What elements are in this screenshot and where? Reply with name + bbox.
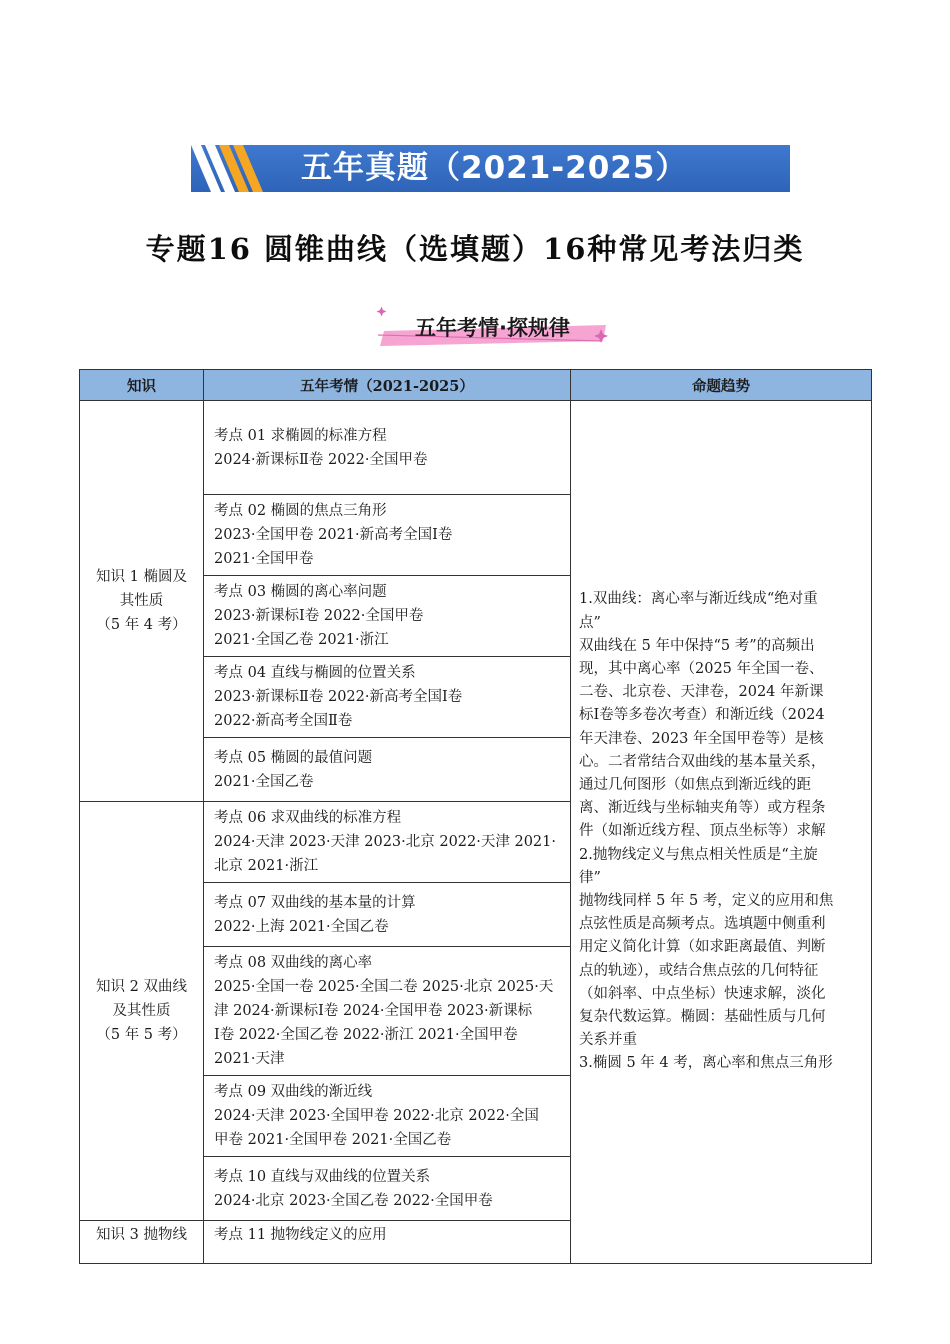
trend-text: 用定义简化计算（如求距离最值、判断 xyxy=(579,939,826,956)
banner xyxy=(191,145,790,192)
topic-sources: 2023·全国甲卷 2021·新高考全国Ⅰ卷 xyxy=(214,527,453,543)
header-five-years: 五年考情（2021-2025） xyxy=(204,370,571,401)
knowledge-count: （5 年 5 考） xyxy=(96,1027,187,1043)
topic-title: 考点 05 椭圆的最值问题 xyxy=(214,749,373,766)
trend-text: （如斜率、中点坐标）快速求解，淡化 xyxy=(579,985,826,1002)
topic-title: 考点 07 双曲线的基本量的计算 xyxy=(214,894,416,911)
topic-sources: 津 2024·新课标Ⅰ卷 2024·全国甲卷 2023·新课标 xyxy=(214,1003,533,1019)
knowledge-count: （5 年 4 考） xyxy=(96,617,187,633)
topic-sources: 2021·全国乙卷 xyxy=(214,773,314,790)
trend-text: 现，其中离心率（2025 年全国一卷、 xyxy=(579,660,824,677)
topic-cell xyxy=(204,1221,571,1264)
topic-title: 考点 02 椭圆的焦点三角形 xyxy=(214,503,387,519)
knowledge-label: 及其性质 xyxy=(112,1003,171,1019)
topic-sources: 2024·天津 2023·全国甲卷 2022·北京 2022·全国 xyxy=(214,1108,539,1124)
trend-text: 年天津卷、2023 年全国甲卷等）是核 xyxy=(579,730,824,747)
topic-sources: Ⅰ卷 2022·全国乙卷 2022·浙江 2021·全国甲卷 xyxy=(214,1027,518,1043)
topic-title: 考点 03 椭圆的离心率问题 xyxy=(214,584,387,600)
trend-text: 复杂代数运算。椭圆：基础性质与几何 xyxy=(579,1009,826,1026)
trend-text: 件（如渐近线方程、顶点坐标等）求解 xyxy=(579,823,826,840)
topic-cell xyxy=(204,947,571,1076)
topic-cell xyxy=(204,738,571,802)
topic-cell xyxy=(204,1076,571,1157)
banner-stripes-icon xyxy=(191,145,281,192)
topic-sources: 2021·全国乙卷 2021·浙江 xyxy=(214,632,389,648)
topic-title: 考点 08 双曲线的离心率 xyxy=(214,955,373,971)
trend-text: 3.椭圆 5 年 4 考，离心率和焦点三角形 xyxy=(579,1055,833,1072)
topic-sources: 甲卷 2021·全国甲卷 2021·全国乙卷 xyxy=(214,1132,452,1148)
trend-text: 标Ⅰ卷等多卷次考查）和渐近线（2024 xyxy=(579,707,825,724)
topic-sources: 2024·北京 2023·全国乙卷 2022·全国甲卷 xyxy=(214,1192,493,1209)
trend-text: 通过几何图形（如焦点到渐近线的距 xyxy=(579,776,811,793)
document-title: 专题16 圆锥曲线（选填题）16种常见考法归类 xyxy=(145,232,805,266)
banner-title: 五年真题（2021-2025） xyxy=(301,150,688,186)
subtitle-badge xyxy=(370,305,615,353)
topic-cell xyxy=(204,401,571,495)
trend-text: 点弦性质是高频考点。选填题中侧重利 xyxy=(579,916,826,933)
topic-sources: 2022·新高考全国Ⅱ卷 xyxy=(214,713,353,729)
knowledge-label: 其性质 xyxy=(119,593,164,609)
trend-text: 2.抛物线定义与焦点相关性质是“主旋 xyxy=(579,846,818,863)
subtitle: 五年考情·探规律 xyxy=(415,316,570,340)
trend-text: 二卷、北京卷、天津卷，2024 年新课 xyxy=(579,684,824,701)
topic-title: 考点 10 直线与双曲线的位置关系 xyxy=(214,1168,431,1185)
topic-title: 考点 11 抛物线定义的应用 xyxy=(214,1227,387,1243)
trend-text: 抛物线同样 5 年 5 考，定义的应用和焦 xyxy=(579,893,834,909)
knowledge-label: 知识 1 椭圆及 xyxy=(96,569,187,585)
topic-sources: 2021·全国甲卷 xyxy=(214,551,314,567)
table-header-row xyxy=(80,370,872,401)
topic-cell xyxy=(204,576,571,657)
topic-sources: 2023·新课标Ⅱ卷 2022·新高考全国Ⅰ卷 xyxy=(214,689,463,705)
header-trend: 命题趋势 xyxy=(571,370,872,401)
topic-sources: 2023·新课标Ⅰ卷 2022·全国甲卷 xyxy=(214,608,424,624)
topic-cell xyxy=(204,802,571,883)
topic-sources: 2021·天津 xyxy=(214,1051,285,1067)
topic-cell xyxy=(204,657,571,738)
topic-sources: 2024·新课标Ⅱ卷 2022·全国甲卷 xyxy=(214,451,428,468)
trend-text: 律” xyxy=(579,869,601,886)
topic-cell xyxy=(204,883,571,947)
header-knowledge: 知识 xyxy=(80,370,204,401)
topic-sources: 北京 2021·浙江 xyxy=(214,858,319,874)
topic-sources: 2022·上海 2021·全国乙卷 xyxy=(214,918,389,935)
trend-text: 关系并重 xyxy=(579,1032,637,1049)
knowledge-label: 知识 3 抛物线 xyxy=(96,1227,187,1243)
topic-title: 考点 09 双曲线的渐近线 xyxy=(214,1084,373,1100)
topic-title: 考点 01 求椭圆的标准方程 xyxy=(214,427,387,444)
knowledge-cell xyxy=(80,1221,204,1264)
table-row xyxy=(80,401,872,495)
trend-text: 心。二者常结合双曲线的基本量关系， xyxy=(579,753,826,770)
trend-text: 双曲线在 5 年中保持“5 考”的高频出 xyxy=(579,637,815,654)
topic-title: 考点 04 直线与椭圆的位置关系 xyxy=(214,665,416,681)
trend-text: 点的轨迹），或结合焦点弦的几何特征 xyxy=(579,962,819,979)
topic-cell xyxy=(204,1157,571,1221)
trend-text: 1.双曲线：离心率与渐近线成“绝对重 xyxy=(579,591,818,608)
topic-sources: 2024·天津 2023·天津 2023·北京 2022·天津 2021· xyxy=(214,834,556,850)
knowledge-cell xyxy=(80,401,204,802)
topic-sources: 2025·全国一卷 2025·全国二卷 2025·北京 2025·天 xyxy=(214,979,554,995)
knowledge-label: 知识 2 双曲线 xyxy=(96,979,187,995)
trend-text: 离、渐近线与坐标轴夹角等）或方程条 xyxy=(579,800,826,817)
exam-analysis-table xyxy=(79,369,872,1264)
topic-title: 考点 06 求双曲线的标准方程 xyxy=(214,810,402,826)
trend-cell xyxy=(571,401,872,1264)
trend-text: 点” xyxy=(579,614,601,631)
topic-cell xyxy=(204,495,571,576)
knowledge-cell xyxy=(80,802,204,1221)
